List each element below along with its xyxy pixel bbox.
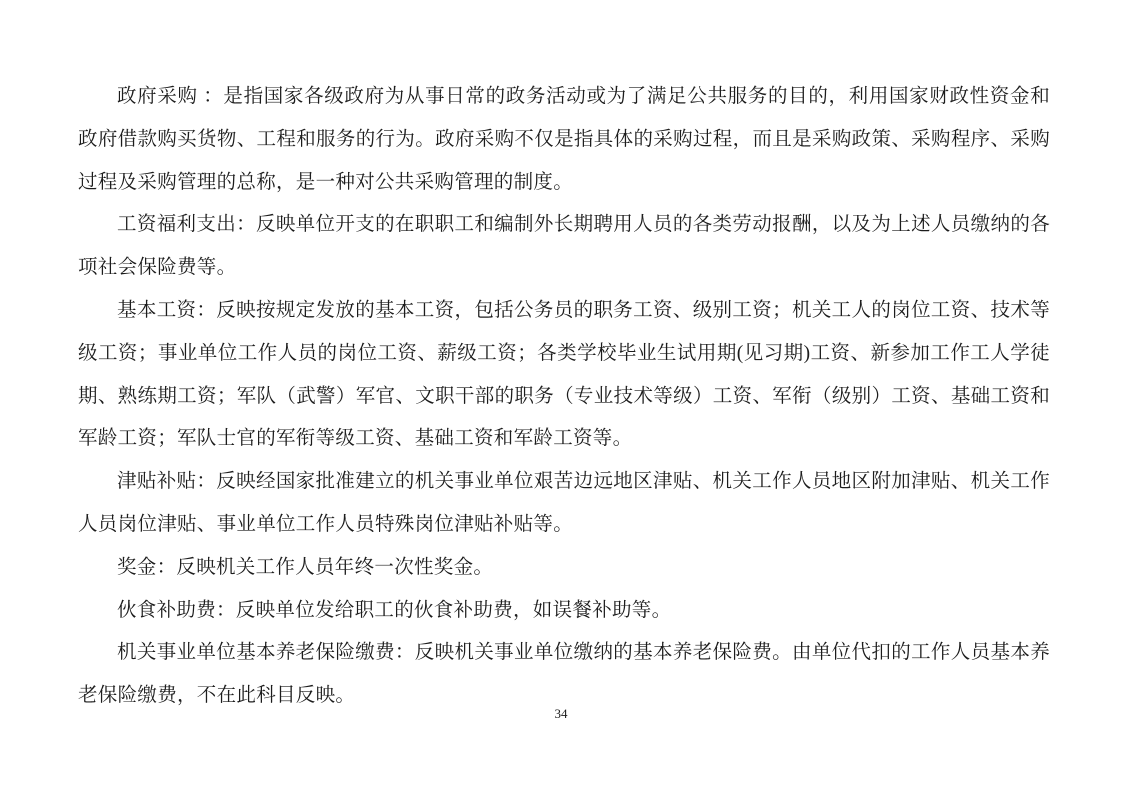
paragraph-pension-contribution: 机关事业单位基本养老保险缴费：反映机关事业单位缴纳的基本养老保险费。由单位代扣的工作人员基本养老保险缴费，不在此科目反映。 [78,642,1050,707]
page-number: 34 [554,706,568,721]
paragraph-basic-wage: 基本工资：反映按规定发放的基本工资，包括公务员的职务工资、级别工资；机关工人的岗位工资、技术等级工资；事业单位工作人员的岗位工资、薪级工资；各类学校毕业生试用期(见习期)工资、新参加工作工人学徒期、熟练期工资；军队（武警）军官、文职干部的职务（专业技术等级）工资、军衔（级别）工资、基础工资和军龄工资；军队士官的军衔等级工资、基础工资和军龄工资等。 [78,299,1050,450]
paragraph-government-procurement: 政府采购 ：是指国家各级政府为从事日常的政务活动或为了满足公共服务的目的，利用国家财政性资金和政府借款购买货物、工程和服务的行为。政府采购不仅是指具体的采购过程，而且是采购政策、采购程序、采购过程及采购管理的总称，是一种对公共采购管理的制度。 [78,86,1050,193]
paragraph-meal-subsidy: 伙食补助费：反映单位发给职工的伙食补助费，如误餐补助等。 [117,599,672,621]
document-body [78,76,1050,718]
paragraph-bonus: 奖金：反映机关工作人员年终一次性奖金。 [117,556,494,578]
paragraph-allowances-subsidies: 津贴补贴：反映经国家批准建立的机关事业单位艰苦边远地区津贴、机关工作人员地区附加津贴、机关工作人员岗位津贴、事业单位工作人员特殊岗位津贴补贴等。 [78,471,1050,535]
paragraph-wage-welfare-expenditure: 工资福利支出：反映单位开支的在职职工和编制外长期聘用人员的各类劳动报酬，以及为上述人员缴纳的各项社会保险费等。 [78,214,1050,279]
